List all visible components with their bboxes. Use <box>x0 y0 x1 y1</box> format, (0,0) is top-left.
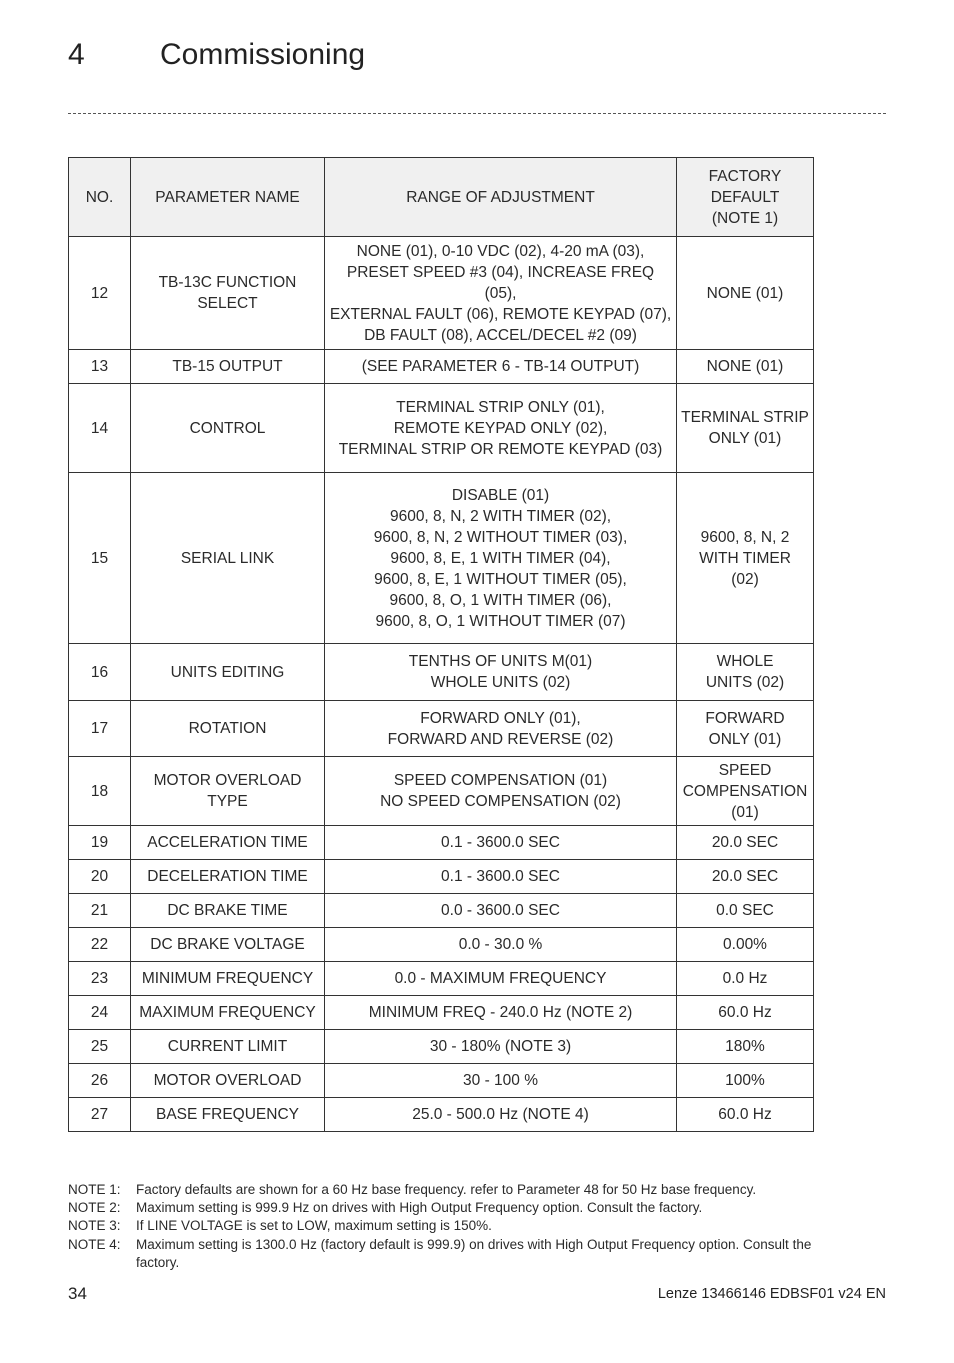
cell-range: 0.0 - MAXIMUM FREQUENCY <box>325 962 677 996</box>
cell-factory-default: 20.0 SEC <box>677 860 814 894</box>
cell-factory-default: TERMINAL STRIP ONLY (01) <box>677 384 814 473</box>
note-2 <box>68 1199 828 1217</box>
cell-range: (SEE PARAMETER 6 - TB-14 OUTPUT) <box>325 350 677 384</box>
cell-range: 30 - 100 % <box>325 1064 677 1098</box>
cell-parameter-name: DECELERATION TIME <box>131 860 325 894</box>
cell-factory-default: 0.00% <box>677 928 814 962</box>
cell-parameter-name: UNITS EDITING <box>131 644 325 701</box>
header-divider <box>68 113 886 114</box>
table-row <box>69 350 814 384</box>
cell-range: 30 - 180% (NOTE 3) <box>325 1030 677 1064</box>
cell-range: 0.0 - 30.0 % <box>325 928 677 962</box>
cell-range: 0.1 - 3600.0 SEC <box>325 860 677 894</box>
cell-no: 14 <box>69 384 131 473</box>
table-row <box>69 757 814 826</box>
cell-factory-default: NONE (01) <box>677 350 814 384</box>
chapter-number: 4 <box>68 38 85 71</box>
cell-parameter-name: TB-15 OUTPUT <box>131 350 325 384</box>
cell-parameter-name: BASE FREQUENCY <box>131 1098 325 1132</box>
cell-parameter-name: CURRENT LIMIT <box>131 1030 325 1064</box>
cell-range: FORWARD ONLY (01), FORWARD AND REVERSE (02) <box>325 701 677 757</box>
col-header-parameter-name: PARAMETER NAME <box>131 158 325 237</box>
cell-factory-default: NONE (01) <box>677 237 814 350</box>
cell-no: 19 <box>69 826 131 860</box>
cell-parameter-name: TB-13C FUNCTION SELECT <box>131 237 325 350</box>
table-row <box>69 644 814 701</box>
table-row <box>69 237 814 350</box>
cell-parameter-name: MINIMUM FREQUENCY <box>131 962 325 996</box>
note-text: Maximum setting is 999.9 Hz on drives with High Output Frequency option. Consult the factory. <box>136 1200 703 1216</box>
table-row <box>69 384 814 473</box>
cell-factory-default: 0.0 Hz <box>677 962 814 996</box>
cell-no: 15 <box>69 473 131 644</box>
cell-factory-default: 180% <box>677 1030 814 1064</box>
cell-factory-default: 20.0 SEC <box>677 826 814 860</box>
table-row <box>69 1098 814 1132</box>
cell-range: NONE (01), 0-10 VDC (02), 4-20 mA (03), PRESET SPEED #3 (04), INCREASE FREQ (05), EXTERNAL FAULT (06), REMOTE KEYPAD (07), DB FAULT (08), ACCEL/DECEL #2 (09) <box>325 237 677 350</box>
cell-parameter-name: ACCELERATION TIME <box>131 826 325 860</box>
cell-factory-default: 0.0 SEC <box>677 894 814 928</box>
chapter-title: Commissioning <box>160 38 366 71</box>
table-row <box>69 1030 814 1064</box>
col-header-range: RANGE OF ADJUSTMENT <box>325 158 677 237</box>
cell-parameter-name: MOTOR OVERLOAD <box>131 1064 325 1098</box>
table-row <box>69 996 814 1030</box>
col-header-no: NO. <box>69 158 131 237</box>
cell-parameter-name: MAXIMUM FREQUENCY <box>131 996 325 1030</box>
cell-parameter-name: DC BRAKE TIME <box>131 894 325 928</box>
note-text: If LINE VOLTAGE is set to LOW, maximum setting is 150%. <box>136 1218 492 1234</box>
cell-no: 27 <box>69 1098 131 1132</box>
cell-parameter-name: DC BRAKE VOLTAGE <box>131 928 325 962</box>
cell-factory-default: 100% <box>677 1064 814 1098</box>
table-row <box>69 701 814 757</box>
col-header-factory-default: FACTORY DEFAULT (NOTE 1) <box>677 158 814 237</box>
note-4 <box>68 1236 828 1272</box>
document-reference: Lenze 13466146 EDBSF01 v24 EN <box>657 1286 886 1302</box>
cell-range: SPEED COMPENSATION (01) NO SPEED COMPENSATION (02) <box>325 757 677 826</box>
table-row <box>69 962 814 996</box>
cell-factory-default: WHOLE UNITS (02) <box>677 644 814 701</box>
table-row <box>69 826 814 860</box>
cell-range: TERMINAL STRIP ONLY (01), REMOTE KEYPAD ONLY (02), TERMINAL STRIP OR REMOTE KEYPAD (03) <box>325 384 677 473</box>
cell-range: MINIMUM FREQ - 240.0 Hz (NOTE 2) <box>325 996 677 1030</box>
note-1 <box>68 1181 828 1199</box>
cell-no: 20 <box>69 860 131 894</box>
cell-no: 26 <box>69 1064 131 1098</box>
cell-parameter-name: ROTATION <box>131 701 325 757</box>
cell-parameter-name: SERIAL LINK <box>131 473 325 644</box>
page-number: 34 <box>68 1284 87 1303</box>
table-header-row <box>69 158 814 237</box>
table-row <box>69 894 814 928</box>
cell-no: 17 <box>69 701 131 757</box>
note-3 <box>68 1217 828 1235</box>
table-row <box>69 1064 814 1098</box>
cell-factory-default: 9600, 8, N, 2 WITH TIMER (02) <box>677 473 814 644</box>
cell-no: 12 <box>69 237 131 350</box>
cell-no: 23 <box>69 962 131 996</box>
cell-factory-default: FORWARD ONLY (01) <box>677 701 814 757</box>
note-text: Factory defaults are shown for a 60 Hz base frequency. refer to Parameter 48 for 50 Hz base frequency. <box>136 1182 757 1197</box>
cell-parameter-name: CONTROL <box>131 384 325 473</box>
table-row <box>69 860 814 894</box>
cell-no: 18 <box>69 757 131 826</box>
cell-no: 25 <box>69 1030 131 1064</box>
parameter-table <box>68 157 814 1132</box>
cell-no: 24 <box>69 996 131 1030</box>
cell-no: 22 <box>69 928 131 962</box>
note-label: NOTE 2: <box>68 1200 121 1216</box>
note-label: NOTE 4: <box>68 1236 121 1252</box>
cell-range: 0.0 - 3600.0 SEC <box>325 894 677 928</box>
cell-range: TENTHS OF UNITS M(01) WHOLE UNITS (02) <box>325 644 677 701</box>
note-label: NOTE 1: <box>68 1182 121 1197</box>
note-text: Maximum setting is 1300.0 Hz (factory default is 999.9) on drives with High Output Frequency option. Consult the factory. <box>136 1236 812 1270</box>
cell-range: DISABLE (01) 9600, 8, N, 2 WITH TIMER (02), 9600, 8, N, 2 WITHOUT TIMER (03), 9600, 8, E, 1 WITH TIMER (04), 9600, 8, E, 1 WITHOUT TIMER (05), 9600, 8, O, 1 WITH TIMER (06), 9600, 8, O, 1 WITHOUT TIMER (07) <box>325 473 677 644</box>
table-row <box>69 928 814 962</box>
note-label: NOTE 3: <box>68 1218 121 1234</box>
cell-no: 13 <box>69 350 131 384</box>
cell-range: 0.1 - 3600.0 SEC <box>325 826 677 860</box>
cell-no: 21 <box>69 894 131 928</box>
cell-factory-default: 60.0 Hz <box>677 996 814 1030</box>
cell-parameter-name: MOTOR OVERLOAD TYPE <box>131 757 325 826</box>
cell-factory-default: 60.0 Hz <box>677 1098 814 1132</box>
notes-section <box>68 1181 828 1272</box>
cell-factory-default: SPEED COMPENSATION (01) <box>677 757 814 826</box>
cell-no: 16 <box>69 644 131 701</box>
cell-range: 25.0 - 500.0 Hz (NOTE 4) <box>325 1098 677 1132</box>
table-row <box>69 473 814 644</box>
